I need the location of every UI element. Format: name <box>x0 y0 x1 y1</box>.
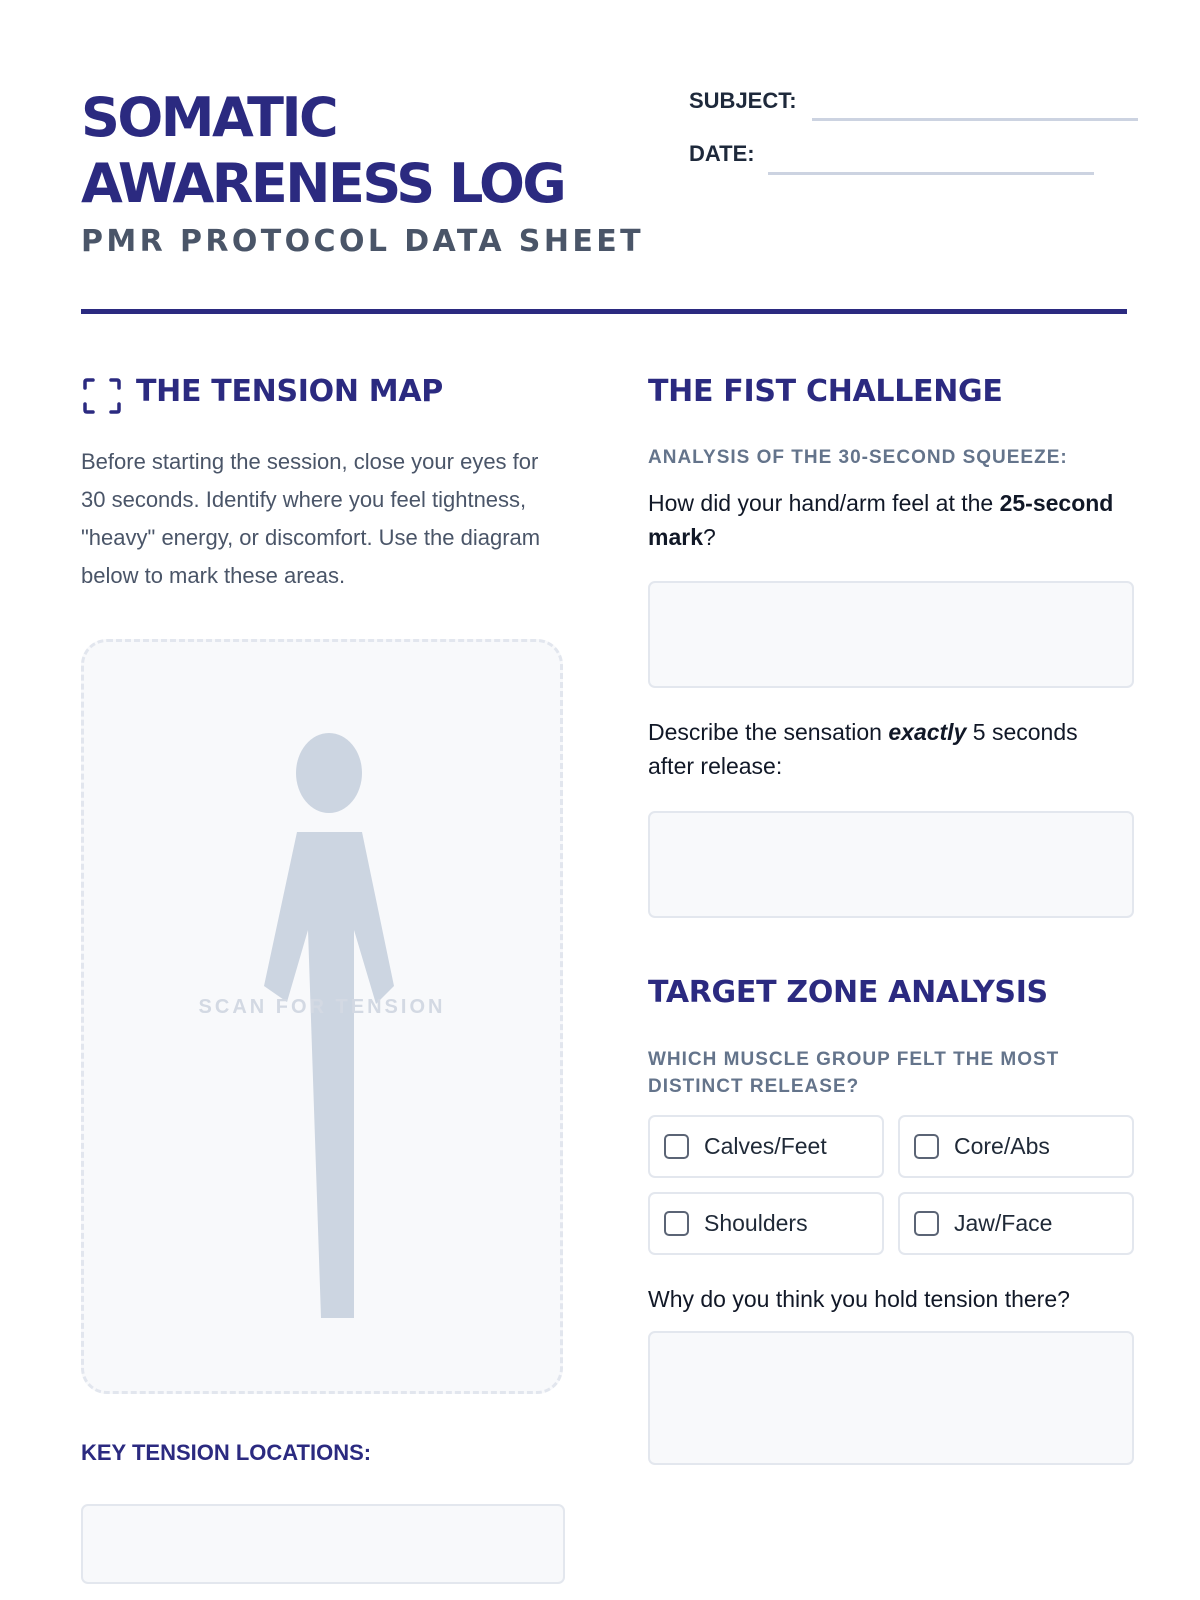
answer-why-tension-field[interactable] <box>648 1331 1134 1465</box>
page-title <box>81 85 564 217</box>
fist-challenge-title: THE FIST CHALLENGE <box>648 374 1003 409</box>
muscle-group-label: WHICH MUSCLE GROUP FELT THE MOST DISTINCT RELEASE? <box>648 1049 1060 1097</box>
key-tension-locations-field[interactable] <box>81 1504 565 1584</box>
option-label: Core/Abs <box>954 1133 1050 1159</box>
body-diagram[interactable] <box>81 639 563 1394</box>
page-subtitle: PMR PROTOCOL DATA SHEET <box>81 224 644 259</box>
option-calves-feet[interactable] <box>648 1115 884 1178</box>
subject-field[interactable] <box>812 118 1138 121</box>
date-field[interactable] <box>768 172 1094 175</box>
key-tension-locations-label: KEY TENSION LOCATIONS: <box>81 1440 372 1465</box>
question-why-tension: Why do you think you hold tension there? <box>648 1286 1070 1312</box>
checkbox-jaw-face[interactable] <box>914 1211 939 1236</box>
title-line-2: AWARENESS LOG <box>81 152 565 215</box>
question-after-release: Describe the sensation exactly 5 seconds after release: <box>648 719 1078 779</box>
checkbox-core-abs[interactable] <box>914 1134 939 1159</box>
header-divider <box>81 309 1127 314</box>
option-shoulders[interactable] <box>648 1192 884 1255</box>
option-core-abs[interactable] <box>898 1115 1134 1178</box>
squeeze-analysis-label: ANALYSIS OF THE 30-SECOND SQUEEZE: <box>648 447 1068 468</box>
diagram-label: SCAN FOR TENSION <box>198 996 446 1018</box>
answer-25-second-field[interactable] <box>648 581 1134 688</box>
answer-after-release-field[interactable] <box>648 811 1134 918</box>
tension-map-title: THE TENSION MAP <box>136 374 443 409</box>
option-jaw-face[interactable] <box>898 1192 1134 1255</box>
figure-head <box>296 733 362 813</box>
title-line-1: SOMATIC <box>81 86 337 149</box>
checkbox-shoulders[interactable] <box>664 1211 689 1236</box>
option-label: Calves/Feet <box>704 1133 827 1159</box>
focus-frame-icon <box>83 378 121 414</box>
date-label: DATE: <box>689 141 755 166</box>
target-zone-title: TARGET ZONE ANALYSIS <box>648 975 1048 1010</box>
subject-label: SUBJECT: <box>689 88 797 113</box>
figure-body <box>264 832 394 1318</box>
question-25-second-mark: How did your hand/arm feel at the 25-second mark? <box>648 490 1114 550</box>
option-label: Shoulders <box>704 1210 808 1236</box>
checkbox-calves-feet[interactable] <box>664 1134 689 1159</box>
tension-map-instructions: Before starting the session, close your eyes for 30 seconds. Identify where you feel tightness, "heavy" energy, or discomfort. Use the diagram below to mark these areas. <box>81 449 541 588</box>
option-label: Jaw/Face <box>954 1210 1053 1236</box>
